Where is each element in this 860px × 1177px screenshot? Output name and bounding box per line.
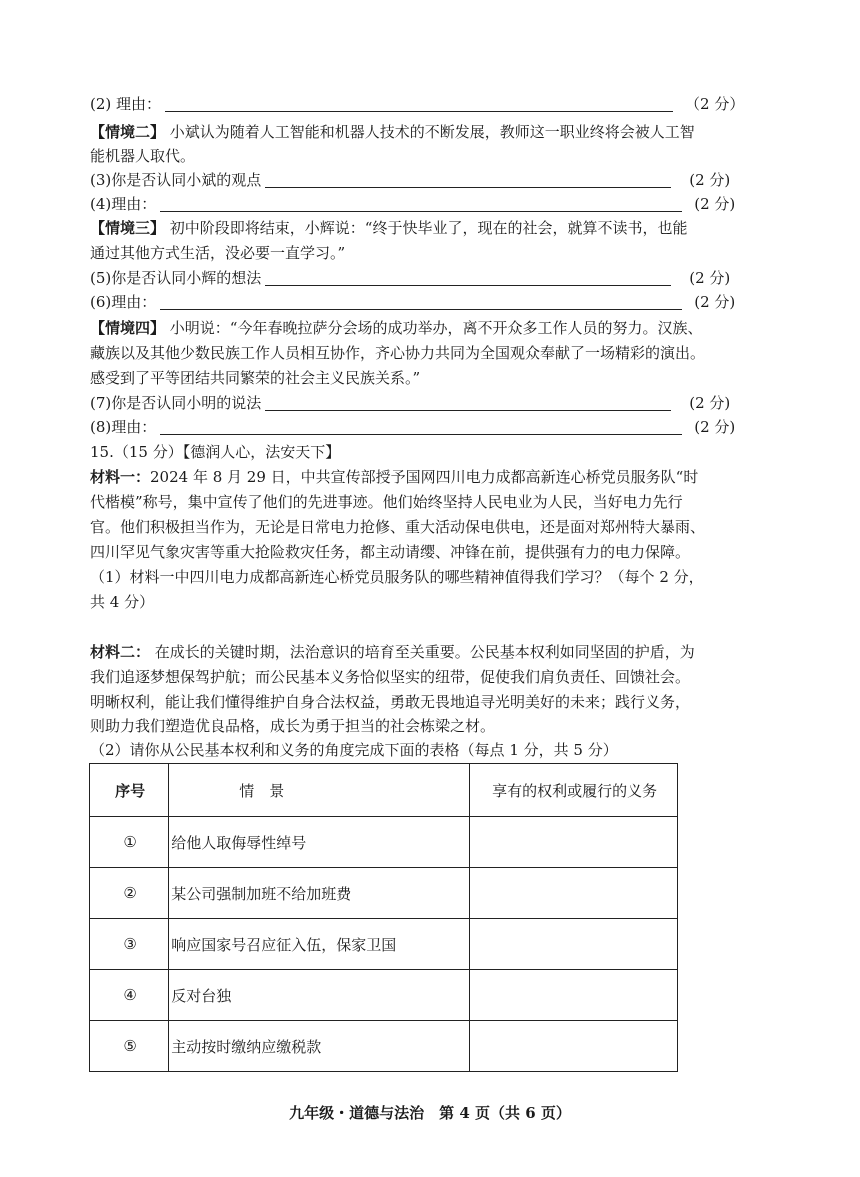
question-8-score: (2 分) — [694, 418, 736, 436]
table-row — [90, 919, 678, 970]
header-number: 序号 — [90, 764, 169, 817]
header-scene: 情 景 — [169, 764, 470, 817]
situation-4-text: 小明说：“今年春晚拉萨分会场的成功举办，离不开众多工作人员的努力。汉族、 — [165, 319, 703, 337]
answer-blank-8[interactable] — [160, 417, 682, 435]
table-header-row — [90, 764, 678, 817]
situation-2-line1 — [90, 120, 770, 144]
question-8 — [90, 415, 770, 439]
material-2-label: 材料二： — [90, 643, 151, 661]
situation-3-line1 — [90, 216, 770, 240]
row-number: ② — [90, 868, 169, 919]
row-scene: 反对台独 — [169, 970, 470, 1021]
row-number: ① — [90, 817, 169, 868]
material-1-line3: 官。他们积极担当作为，无论是日常电力抢修、重大活动保电供电，还是面对郑州特大暴雨、 — [90, 518, 706, 536]
row-number: ④ — [90, 970, 169, 1021]
material-2-text1: 在成长的关键时期，法治意识的培育至关重要。公民基本权利如同坚固的护盾，为 — [150, 643, 695, 661]
answer-blank-4[interactable] — [160, 194, 682, 212]
material-2-line3: 明晰权利，能让我们懂得维护自身合法权益，勇敢无畏地追寻光明美好的未来；践行义务， — [90, 693, 691, 711]
question-3 — [90, 168, 770, 192]
question-4-label: (4)理由： — [90, 195, 157, 213]
row-number: ⑤ — [90, 1021, 169, 1072]
table-row — [90, 868, 678, 919]
row-answer-cell[interactable] — [470, 868, 678, 919]
material-2-line1 — [90, 640, 770, 664]
sub-question-1-line1: （1）材料一中四川电力成都高新连心桥党员服务队的哪些精神值得我们学习？（每个 2 分， — [90, 568, 704, 586]
material-1-text1: 2024 年 8 月 29 日，中共宣传部授予国网四川电力成都高新连心桥党员服务队“时 — [150, 468, 699, 486]
material-1-label: 材料一： — [90, 468, 151, 486]
question-3-score: (2 分) — [689, 171, 731, 189]
question-2-reason — [90, 92, 770, 116]
row-scene: 主动按时缴纳应缴税款 — [169, 1021, 470, 1072]
row-answer-cell[interactable] — [470, 919, 678, 970]
question-6 — [90, 290, 770, 314]
answer-blank-5[interactable] — [265, 268, 671, 286]
sub-question-2: （2）请你从公民基本权利和义务的角度完成下面的表格（每点 1 分，共 5 分） — [90, 741, 618, 759]
answer-blank-3[interactable] — [265, 170, 671, 188]
situation-3-line2: 通过其他方式生活，没必要一直学习。” — [90, 244, 346, 262]
situation-4-title: 【情境四】 — [90, 319, 166, 337]
situation-4-line2: 藏族以及其他少数民族工作人员相互协作，齐心协力共同为全国观众奉献了一场精彩的演出。 — [90, 344, 706, 362]
answer-blank-7[interactable] — [265, 393, 671, 411]
row-answer-cell[interactable] — [470, 817, 678, 868]
row-number: ③ — [90, 919, 169, 970]
question-5-label: (5)你是否认同小辉的想法 — [90, 269, 262, 287]
situation-2-line2: 能机器人取代。 — [90, 147, 196, 165]
row-answer-cell[interactable] — [470, 970, 678, 1021]
rights-duties-table — [89, 763, 678, 1072]
material-1-line4: 四川罕见气象灾害等重大抢险救灾任务，都主动请缨、冲锋在前，提供强有力的电力保障。 — [90, 543, 691, 561]
question-4 — [90, 192, 770, 216]
question-5 — [90, 266, 770, 290]
answer-blank-6[interactable] — [160, 292, 682, 310]
material-1-line1 — [90, 465, 770, 489]
page-footer: 九年级・道德与法治 第 4 页（共 6 页） — [289, 1104, 571, 1122]
question-3-label: (3)你是否认同小斌的观点 — [90, 171, 262, 189]
sub-question-1-line2: 共 4 分） — [90, 593, 155, 611]
question-5-score: (2 分) — [689, 269, 731, 287]
situation-3-title: 【情境三】 — [90, 219, 166, 237]
material-2-line2: 我们追逐梦想保驾护航；而公民基本义务恰似坚实的纽带，促使我们肩负责任、回馈社会。 — [90, 668, 691, 686]
table-row — [90, 970, 678, 1021]
situation-3-text: 初中阶段即将结束，小辉说：“终于快毕业了，现在的社会，就算不读书，也能 — [165, 219, 688, 237]
question-4-score: (2 分) — [694, 195, 736, 213]
row-answer-cell[interactable] — [470, 1021, 678, 1072]
question-7 — [90, 391, 770, 415]
question-8-label: (8)理由： — [90, 418, 157, 436]
situation-2-text: 小斌认为随着人工智能和机器人技术的不断发展，教师这一职业终将会被人工智 — [165, 123, 695, 141]
situation-4-line3: 感受到了平等团结共同繁荣的社会主义民族关系。” — [90, 369, 421, 387]
row-scene: 某公司强制加班不给加班费 — [169, 868, 470, 919]
row-scene: 给他人取侮辱性绰号 — [169, 817, 470, 868]
table-row — [90, 1021, 678, 1072]
question-7-score: (2 分) — [689, 394, 731, 412]
question-2-label: (2) 理由： — [90, 95, 162, 113]
situation-2-title: 【情境二】 — [90, 123, 166, 141]
material-1-line2: 代楷模”称号，集中宣传了他们的先进事迹。他们始终坚持人民电业为人民，当好电力先行 — [90, 493, 683, 511]
material-2-line4: 则助力我们塑造优良品格，成长为勇于担当的社会栋梁之材。 — [90, 717, 496, 735]
situation-4-line1 — [90, 316, 770, 340]
question-7-label: (7)你是否认同小明的说法 — [90, 394, 262, 412]
answer-blank-2[interactable] — [165, 94, 673, 112]
question-6-score: (2 分) — [694, 293, 736, 311]
question-15-header: 15.（15 分）【德润人心，法安天下】 — [90, 443, 341, 461]
question-6-label: (6)理由： — [90, 293, 157, 311]
row-scene: 响应国家号召应征入伍，保家卫国 — [169, 919, 470, 970]
table-row — [90, 817, 678, 868]
header-right-or-duty: 享有的权利或履行的义务 — [470, 764, 678, 817]
question-2-score: （2 分） — [685, 95, 745, 113]
